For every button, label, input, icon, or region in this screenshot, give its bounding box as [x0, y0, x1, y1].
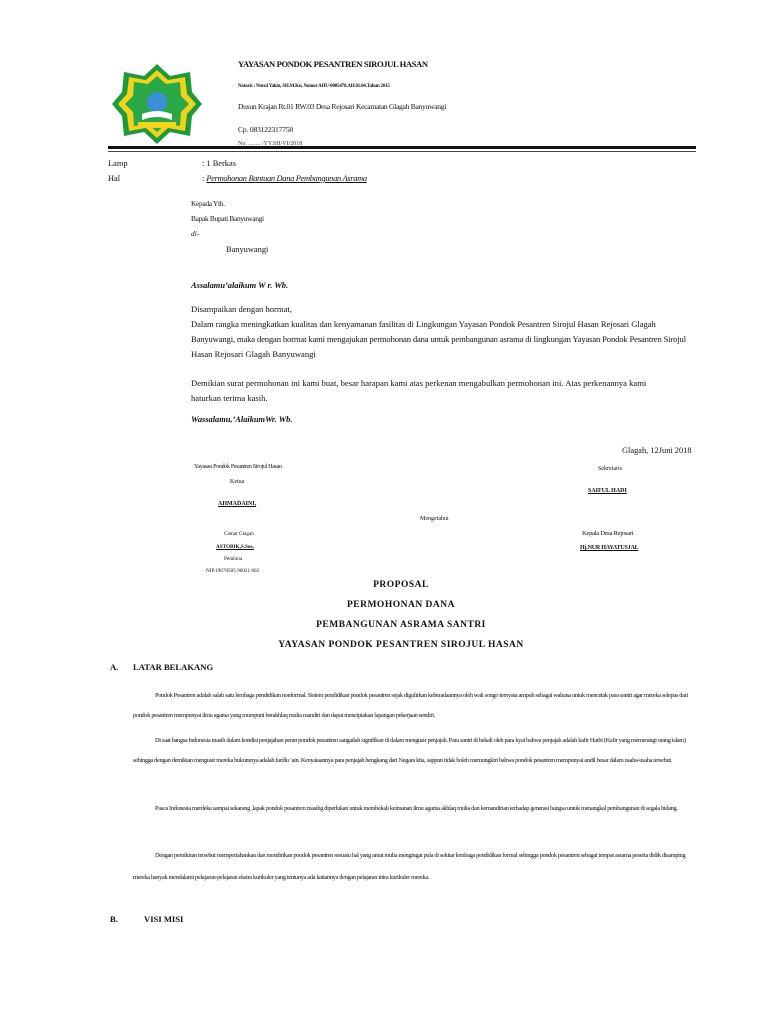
- notary-line: Notaris : Nurul Yakin, SH.M.Kn, Nomor AHU-0005478.AH.01.04.Tahun 2015: [238, 84, 390, 89]
- sig-kades-name: Hj.NUR HAYATUSJAL: [580, 545, 639, 551]
- lamp-value: : 1 Berkas: [202, 159, 236, 168]
- lamp-label: Lamp: [108, 159, 128, 168]
- section-a-para3: Pasca Indonesia merdeka sampai sekarang ,lapak pondok pesantren masihg diperlukan untuk membekali keimanan ilmu agama akhlaq mulia dan kemandirian terhadap generasi bangsa untuk menangkal pembangunan di segala bidang.: [155, 805, 678, 812]
- logo-globe: [147, 92, 167, 112]
- section-a-para2: Di saat bangsa Indonesia masih dalam kondisi penjajahan peran pondok pesantren sangatlah signifikan di dalam mengusir penjajah. Para santri di bekali oleh para kyai bahwa penjajah adalah kafir Harbi (Kafir yang memerangi orang islam) sehingga dengan demikian mengusir mereka hukumnya adalah fardlu ‘ain. Kenyataannya para penjajah hengkang dari Negara kita, sappun tidak boleh memungkiri bahwa pondok pesantren mempunyai andil besar dalam usaha-usaha tersebut.: [133, 737, 686, 764]
- section-b-label: B.: [110, 914, 118, 924]
- greeting: Assalamu’alaikum W r. Wb.: [191, 281, 289, 290]
- section-a-label: A.: [110, 662, 119, 672]
- sig-kades-role: Kepala Desa Rejosari: [582, 530, 634, 537]
- sig-camat-role: Camat Glagah: [224, 531, 254, 537]
- phone-line: Cp. 083122317758: [238, 125, 294, 134]
- section-a-para4: Dengan pemikiran tersebut mempertahankan dan mendirikan pondok pesantren sesuatu hal yang amat mulia mengingat pula di sekitar lembaga pendidikan formal sehingga pondok pesantren sebagai tempat asrama peserta didik disamping mereka banyak mendalami pelajaran-pelajaran ekstra kurikuler yang tentunya ada kaitannya dengan pelajaran intra kurikuler mereka.: [133, 852, 686, 881]
- sig-right-role: Sekretaris: [598, 466, 622, 472]
- section-b-title: VISI MISI: [144, 914, 184, 924]
- hal-colon: :: [202, 174, 207, 183]
- recipient-line4: Banyuwangi: [226, 245, 269, 254]
- proposal-title-1: PROPOSAL: [373, 580, 429, 590]
- section-a-title: LATAR BELAKANG: [133, 662, 214, 672]
- sig-middle: Mengetahui: [420, 516, 449, 522]
- letter-date: Glagah, 12Juni 2018: [622, 446, 692, 455]
- letter-para1: Disampaikan dengan hormat,: [191, 304, 292, 314]
- cut-line-text: No. ........ /YY.SH/VI/2018: [238, 141, 303, 146]
- hal-value: [202, 174, 367, 183]
- letter-para2-line1: Dalam rangka meningkatkan kualitas dan kenyamanan fasilitas di Lingkungan Yayasan Pondok Pesantren Sirojul Hasan Rejosari Glagah: [191, 319, 656, 329]
- hal-subject: Permohonan Bantuan Dana Pembangunan Asrama: [206, 174, 367, 183]
- sig-left-role: Ketua: [230, 479, 245, 485]
- org-name: YAYASAN PONDOK PESANTREN SIROJUL HASAN: [238, 59, 428, 69]
- logo-banner: [138, 122, 176, 128]
- sig-camat-name: ASTOBIK,S.Sos,: [216, 544, 254, 550]
- header-rule-thin: [108, 151, 696, 152]
- header-rule-thick: [108, 146, 696, 149]
- sig-camat-nip: NIP.19670505 90021 002: [206, 568, 260, 574]
- letter-para3-line1: Demikian surat permohonan ini kami buat, besar harapan kami atas perkenan mengabulkan permohonan ini. Atas perkenannya kami: [191, 378, 647, 388]
- address-line: Dusun Krajan Rt.01 RW.03 Desa Rejosari Kecamatan Glagah Banyuwangi: [238, 102, 447, 111]
- sig-left-name: AHMADAINI,: [218, 501, 257, 507]
- letter-para2-line2: Banyuwangi, maka dengan hormat kami mengajukan permohonan dana untuk pembangunan asrama di lingkungan Yayasan Pondok Pesantren Sirojul: [191, 334, 686, 344]
- closing: Wassalamu,’AlaikumWr. Wb.: [191, 415, 293, 424]
- proposal-title-2: PERMOHONAN DANA: [346, 600, 456, 610]
- proposal-title-3: PEMBANGUNAN ASRAMA SANTRI: [316, 620, 486, 630]
- proposal-title-4: YAYASAN PONDOK PESANTREN SIROJUL HASAN: [278, 640, 524, 650]
- section-a-para1: Pondok Pesantren adalah salah satu lembaga pendidikan nonformal. Sistem pendidikan pondok pesantren sejak digulirkan keberadaannya oleh wali songo ternyata ampuh sebagai wahana untuk mencetak para santri agar mereka selepas dari pondok pesantren mempunyai ilmu agama yang mumpuni berakhlaq mulia mandiri dan dapat menciptakan lapangan pekerjaan sendiri.: [133, 692, 688, 719]
- recipient-line3: di-: [191, 229, 200, 238]
- letter-para2-line3: Hasan Rejosari Glagah Banyuwangi: [191, 349, 316, 359]
- foundation-logo: [112, 62, 202, 146]
- hal-label: Hal: [108, 174, 121, 183]
- sig-left-org: Yayasan Pondok Pesantren Sirojul Hasan: [194, 464, 282, 470]
- sig-right-name: SAIFUL HADI: [588, 488, 627, 494]
- recipient-line1: Kepada Yth.: [191, 199, 225, 208]
- letter-para3-line2: haturkan terima kasih.: [191, 393, 268, 403]
- recipient-line2: Bapak Bupati Banyuwangi: [191, 214, 264, 223]
- sig-camat-rank: Pembina: [224, 556, 243, 562]
